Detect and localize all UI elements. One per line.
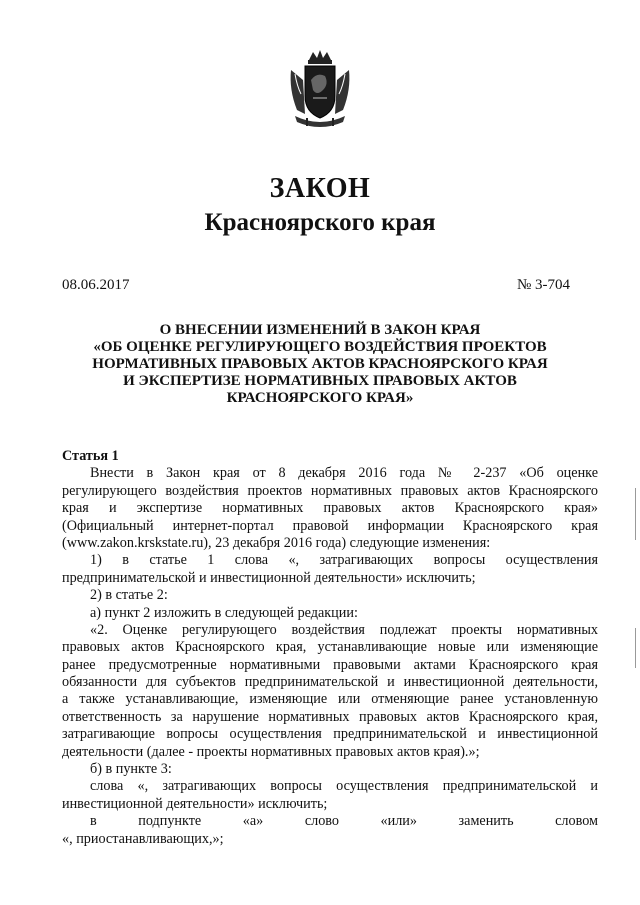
article-line: б) в пункте 3: — [90, 761, 172, 778]
margin-mark — [635, 628, 636, 668]
article-line: деятельности (далее - проекты нормативных правовых актов края).»; — [62, 743, 480, 760]
article-line: слова «, затрагивающих вопросы осуществления предпринимательской и — [90, 778, 598, 795]
coat-of-arms-emblem — [287, 50, 353, 130]
article-line: регулирующего воздействия проектов нормативных правовых актов Красноярского — [62, 482, 598, 499]
subject-line: НОРМАТИВНЫХ ПРАВОВЫХ АКТОВ КРАСНОЯРСКОГО КРАЯ — [92, 356, 548, 372]
subject-line: «ОБ ОЦЕНКЕ РЕГУЛИРУЮЩЕГО ВОЗДЕЙСТВИЯ ПРОЕКТОВ — [93, 339, 547, 355]
article-line: ранее предусмотренные нормативными правовыми актами Красноярского края — [62, 656, 598, 673]
article-line: в подпункте «а» слово «или» заменить словом — [90, 813, 598, 830]
article-line: «2. Оценке регулирующего воздействия подлежат проекты нормативных — [90, 621, 598, 638]
article-line: затрагивающие вопросы осуществления предпринимательской и инвестиционной — [62, 726, 598, 743]
article-line: Внести в Закон края от 8 декабря 2016 года № 2-237 «Об оценке — [90, 465, 598, 482]
article-line: 1) в статье 1 слова «, затрагивающих вопросы осуществления — [90, 552, 598, 569]
document-subtitle: Красноярского края — [204, 209, 436, 236]
article-line: инвестиционной деятельности» исключить; — [62, 795, 328, 812]
article-line: «, приостанавливающих,»; — [62, 830, 224, 847]
article-line: 2) в статье 2: — [90, 587, 168, 604]
document-title: ЗАКОН — [269, 173, 371, 204]
article-line: (Официальный интернет-портал правовой информации Красноярского края — [62, 517, 598, 534]
document-number: № 3-704 — [516, 277, 570, 293]
document-date: 08.06.2017 — [62, 277, 130, 293]
margin-mark — [635, 488, 636, 540]
article-line: правовых актов Красноярского края, устанавливающие новые или изменяющие — [62, 639, 598, 656]
subject-line: И ЭКСПЕРТИЗЕ НОРМАТИВНЫХ ПРАВОВЫХ АКТОВ — [123, 373, 517, 389]
subject-line: О ВНЕСЕНИИ ИЗМЕНЕНИЙ В ЗАКОН КРАЯ — [159, 322, 481, 338]
article-line: (www.zakon.krskstate.ru), 23 декабря 2016 года) следующие изменения: — [62, 534, 491, 551]
law-subject-heading — [40, 322, 600, 407]
article-text — [62, 465, 598, 848]
article-line: предпринимательской и инвестиционной деятельности» исключить; — [62, 569, 476, 586]
article-line: а также устанавливающие, изменяющие или отменяющие ранее установленную — [62, 691, 598, 708]
article-line: ответственность за нарушение нормативных правовых актов Красноярского края, — [62, 708, 598, 725]
article-line: края и экспертизе нормативных правовых актов Красноярского края» — [62, 500, 598, 517]
article-line: обязанности для субъектов предпринимательской и инвестиционной деятельности, — [62, 674, 598, 691]
article-line: а) пункт 2 изложить в следующей редакции: — [90, 604, 358, 621]
subject-line: КРАСНОЯРСКОГО КРАЯ» — [226, 390, 414, 406]
article-heading: Статья 1 — [62, 448, 119, 464]
article-body — [62, 448, 598, 848]
